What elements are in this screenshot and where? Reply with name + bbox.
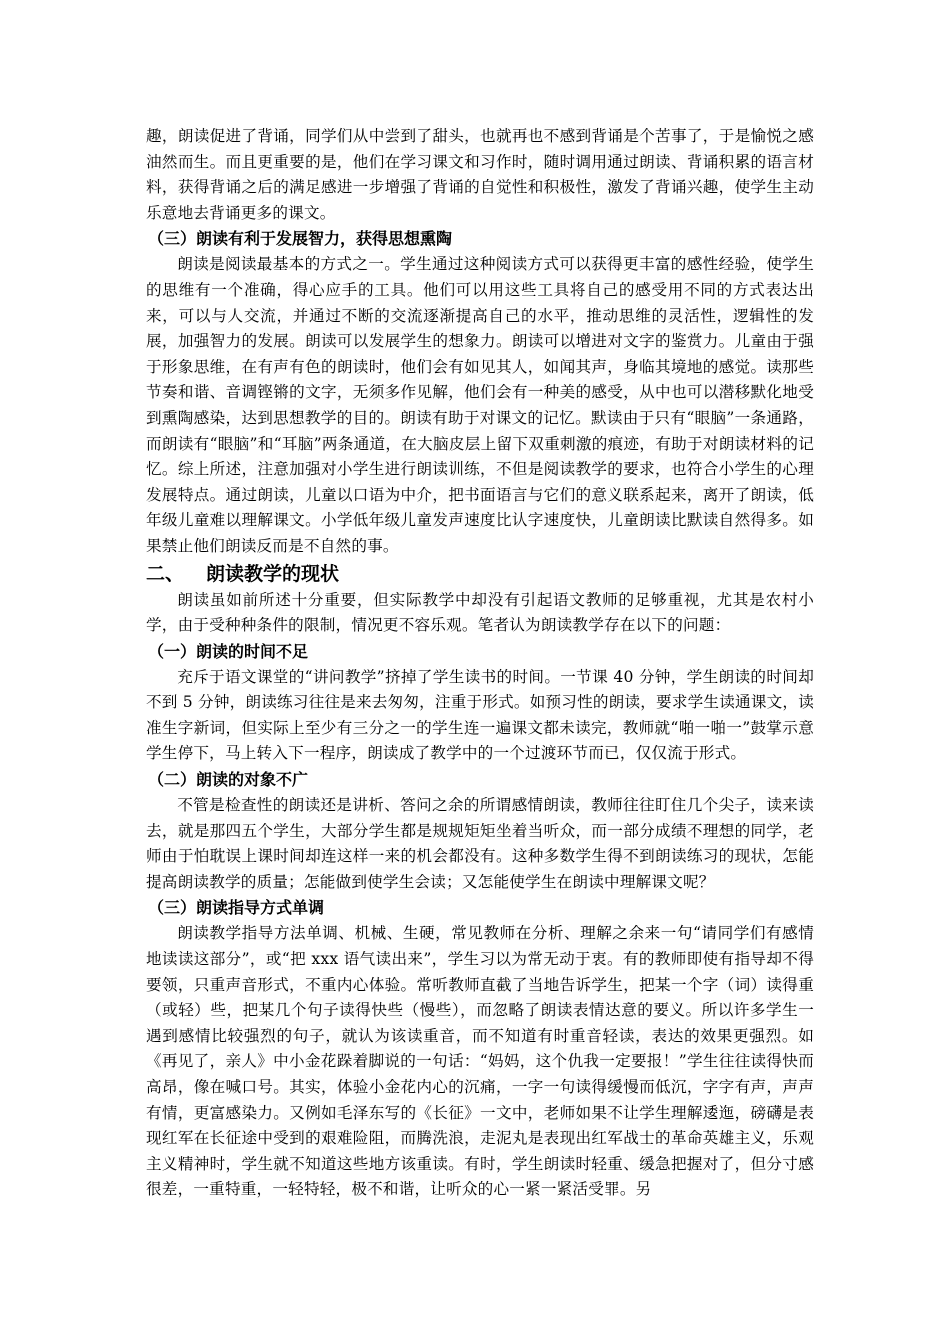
section-title: 朗读教学的现状 xyxy=(206,562,340,585)
paragraph-monotonous-guidance: 朗读教学指导方法单调、机械、生硬，常见教师在分析、理解之余来一句“请同学们有感情地读读这部分”，或“把 xxx 语气读出来”，学生习以为常无动于衷。有的教师即使有指导却不得要领，只重声音形式，不重内心体验。常听教师直截了当地告诉学生，把某一个字（词）读得重（或轻）些，把某几个句子读得快些（慢些），而忽略了朗读表情达意的要义。所以许多学生一遇到感情比较强烈的句子，就认为该读重音，而不知道有时重音轻读，表达的效果更强烈。如《再见了，亲人》中小金花跺着脚说的一句话：“妈妈，这个仇我一定要报！”学生往往读得快而高昂，像在喊口号。其实，体验小金花内心的沉痛，一字一句读得缓慢而低沉，字字有声，声声有情，更富感染力。又例如毛泽东写的《长征》一文中，老师如果不让学生理解逶迤，磅礴是表现红军在长征途中受到的艰难险阻，而腾洗浪，走泥丸是表现出红军战士的革命英雄主义，乐观主义精神时，学生就不知道这些地方该重读。有时，学生朗读时轻重、缓急把握对了，但分寸感很差，一重特重，一轻特轻，极不和谐，让听众的心一紧一紧活受罪。另 xyxy=(146,924,814,1199)
paragraph-insufficient-time: 充斥于语文课堂的“讲问教学”挤掉了学生读书的时间。一节课 40 分钟，学生朗读的时间却不到 5 分钟，朗读练习往往是来去匆匆，注重于形式。如预习性的朗读，要求学生读通课文，读准生字新词，但实际上至少有三分之一的学生连一遍课文都未读完，教师就“啪一啪一”鼓掌示意学生停下，马上转入下一程序，朗读成了教学中的一个过渡环节而已，仅仅流于形式。 xyxy=(146,667,814,763)
subheading-insufficient-time: （一）朗读的时间不足 xyxy=(148,641,309,661)
paragraph-status-intro: 朗读虽如前所述十分重要，但实际教学中却没有引起语文教师的足够重视，尤其是农村小学，由于受种种条件的限制，情况更不容乐观。笔者认为朗读教学存在以下的问题： xyxy=(146,590,814,635)
subheading-narrow-audience: （二）朗读的对象不广 xyxy=(148,770,309,790)
subheading-monotonous-guidance: （三）朗读指导方式单调 xyxy=(148,898,325,918)
section-number: 二、 xyxy=(146,562,185,585)
paragraph-intelligence-development: 朗读是阅读最基本的方式之一。学生通过这种阅读方式可以获得更丰富的感性经验，使学生的思维有一个准确，得心应手的工具。他们可以用这些工具将自己的感受用不同的方式表达出来，可以与人交流，并通过不断的交流逐渐提高自己的水平，推动思维的灵活性，逻辑性的发展，加强智力的发展。朗读可以发展学生的想象力。朗读可以增进对文字的鉴赏力。儿童由于强于形象思维，在有声有色的朗读时，他们会有如见其人，如闻其声，身临其境地的感觉。读那些节奏和谐、音调铿锵的文字，无须多作见解，他们会有一种美的感受，从中也可以潜移默化地受到熏陶感染，达到思想教学的目的。朗读有助于对课文的记忆。默读由于只有“眼脑”一条通路，而朗读有“眼脑”和“耳脑”两条通道，在大脑皮层上留下双重刺激的痕迹，有助于对朗读材料的记忆。综上所述，注意加强对小学生进行朗读训练，不但是阅读教学的要求，也符合小学生的心理发展特点。通过朗读，儿童以口语为中介，把书面语言与它们的意义联系起来，离开了朗读，低年级儿童难以理解课文。小学低年级儿童发声速度比认字速度快，儿童朗读比默读自然得多。如果禁止他们朗读反而是不自然的事。 xyxy=(146,255,814,555)
paragraph-reciting-interest: 趣，朗读促进了背诵，同学们从中尝到了甜头，也就再也不感到背诵是个苦事了，于是愉悦之感油然而生。而且更重要的是，他们在学习课文和习作时，随时调用通过朗读、背诵积累的语言材料，获得背诵之后的满足感进一步增强了背诵的自觉性和积极性，激发了背诵兴趣，使学生主动乐意地去背诵更多的课文。 xyxy=(146,127,814,222)
section-heading-current-status xyxy=(146,560,814,588)
subheading-intelligence-development: （三）朗读有利于发展智力，获得思想熏陶 xyxy=(148,229,453,249)
paragraph-narrow-audience: 不管是检查性的朗读还是讲析、答问之余的所谓感情朗读，教师往往盯住几个尖子，读来读去，就是那四五个学生，大部分学生都是规规矩矩坐着当听众，而一部分成绩不理想的同学，老师由于怕耽误上课时间却连这样一来的机会都没有。这种多数学生得不到朗读练习的现状，怎能提高朗读教学的质量；怎能做到使学生会读；又怎能使学生在朗读中理解课文呢？ xyxy=(146,796,814,891)
document-page xyxy=(146,124,814,1203)
